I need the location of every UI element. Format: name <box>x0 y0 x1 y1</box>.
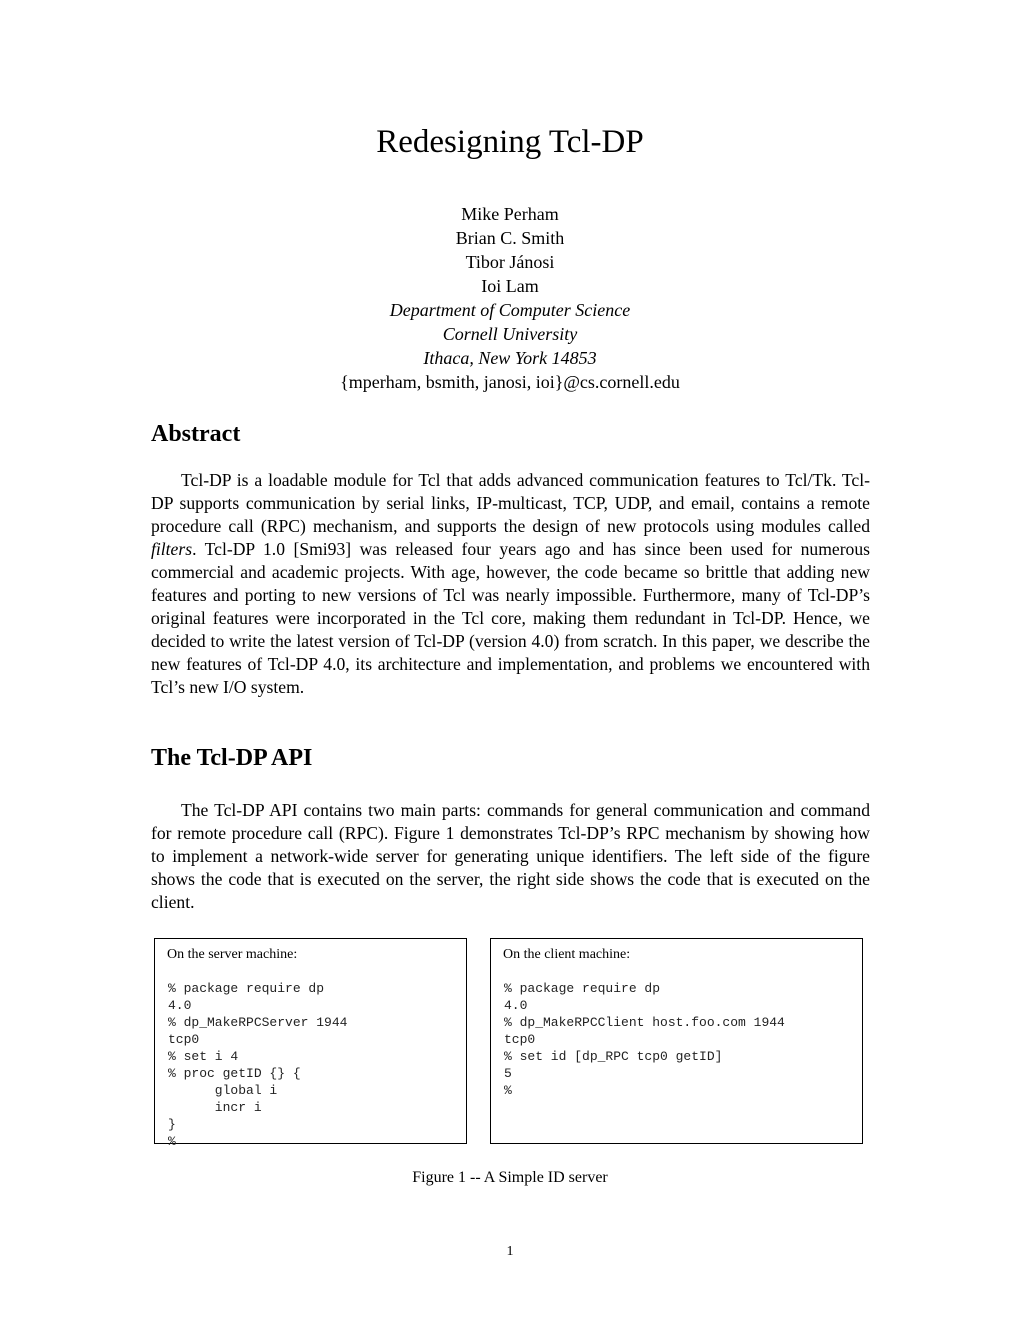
abstract-filters-word: filters <box>151 539 193 559</box>
page-number: 1 <box>506 1244 514 1259</box>
author-department: Department of Computer Science <box>389 300 631 320</box>
server-code: % package require dp 4.0 % dp_MakeRPCServer 1944 tcp0 % set i 4 % proc getID {} { global i incr i } % <box>168 981 348 1149</box>
client-code-label: On the client machine: <box>503 947 631 962</box>
author-location: Ithaca, New York 14853 <box>423 348 597 368</box>
author-name: Tibor Jánosi <box>465 252 555 272</box>
api-section-paragraph: The Tcl-DP API contains two main parts: commands for general communication and command for remote procedure call (RPC). Figure 1 demonstrates Tcl-DP’s RPC mechanism by showing how to implement a network-wide server for generating unique identifiers. The left side of the figure shows the code that is executed on the server, the right side shows the code that is executed on the client. <box>151 800 870 912</box>
figure-caption: Figure 1 -- A Simple ID server <box>412 1169 608 1186</box>
author-name: Brian C. Smith <box>455 228 565 248</box>
client-code-box <box>490 938 863 1144</box>
abstract-text-part2: . Tcl-DP 1.0 [Smi93] was released four years ago and has since been used for numerous commercial and academic projects. With age, however, the code became so brittle that adding new features and porting to new versions of Tcl was nearly impossible. Furthermore, many of Tcl-DP’s original features were incorporated in the Tcl core, making them redundant in Tcl-DP. Hence, we decided to write the latest version of Tcl-DP (version 4.0) from scratch. In this paper, we describe the new features of Tcl-DP 4.0, its architecture and implementation, and problems we encountered with Tcl’s new I/O system. <box>151 539 870 697</box>
api-section-heading: The Tcl-DP API <box>151 745 313 771</box>
author-block <box>0 202 1020 394</box>
server-code-box <box>154 938 467 1149</box>
author-email: {mperham, bsmith, janosi, ioi}@cs.cornell.edu <box>340 372 680 392</box>
author-name: Mike Perham <box>461 204 559 224</box>
abstract-heading: Abstract <box>151 421 241 447</box>
author-name: Ioi Lam <box>481 276 539 296</box>
author-university: Cornell University <box>442 324 578 344</box>
paper-title: Redesigning Tcl-DP <box>376 124 644 160</box>
abstract-text-part1: Tcl-DP is a loadable module for Tcl that adds advanced communication features to Tcl/Tk. Tcl-DP supports communication by serial links, IP-multicast, TCP, UDP, and email, contains a remote procedure call (RPC) mechanism, and supports the design of new protocols using modules called <box>151 470 870 536</box>
server-code-label: On the server machine: <box>167 947 298 962</box>
abstract-paragraph <box>151 469 870 699</box>
client-code: % package require dp 4.0 % dp_MakeRPCClient host.foo.com 1944 tcp0 % set id [dp_RPC tcp0 getID] 5 % <box>504 981 785 1098</box>
